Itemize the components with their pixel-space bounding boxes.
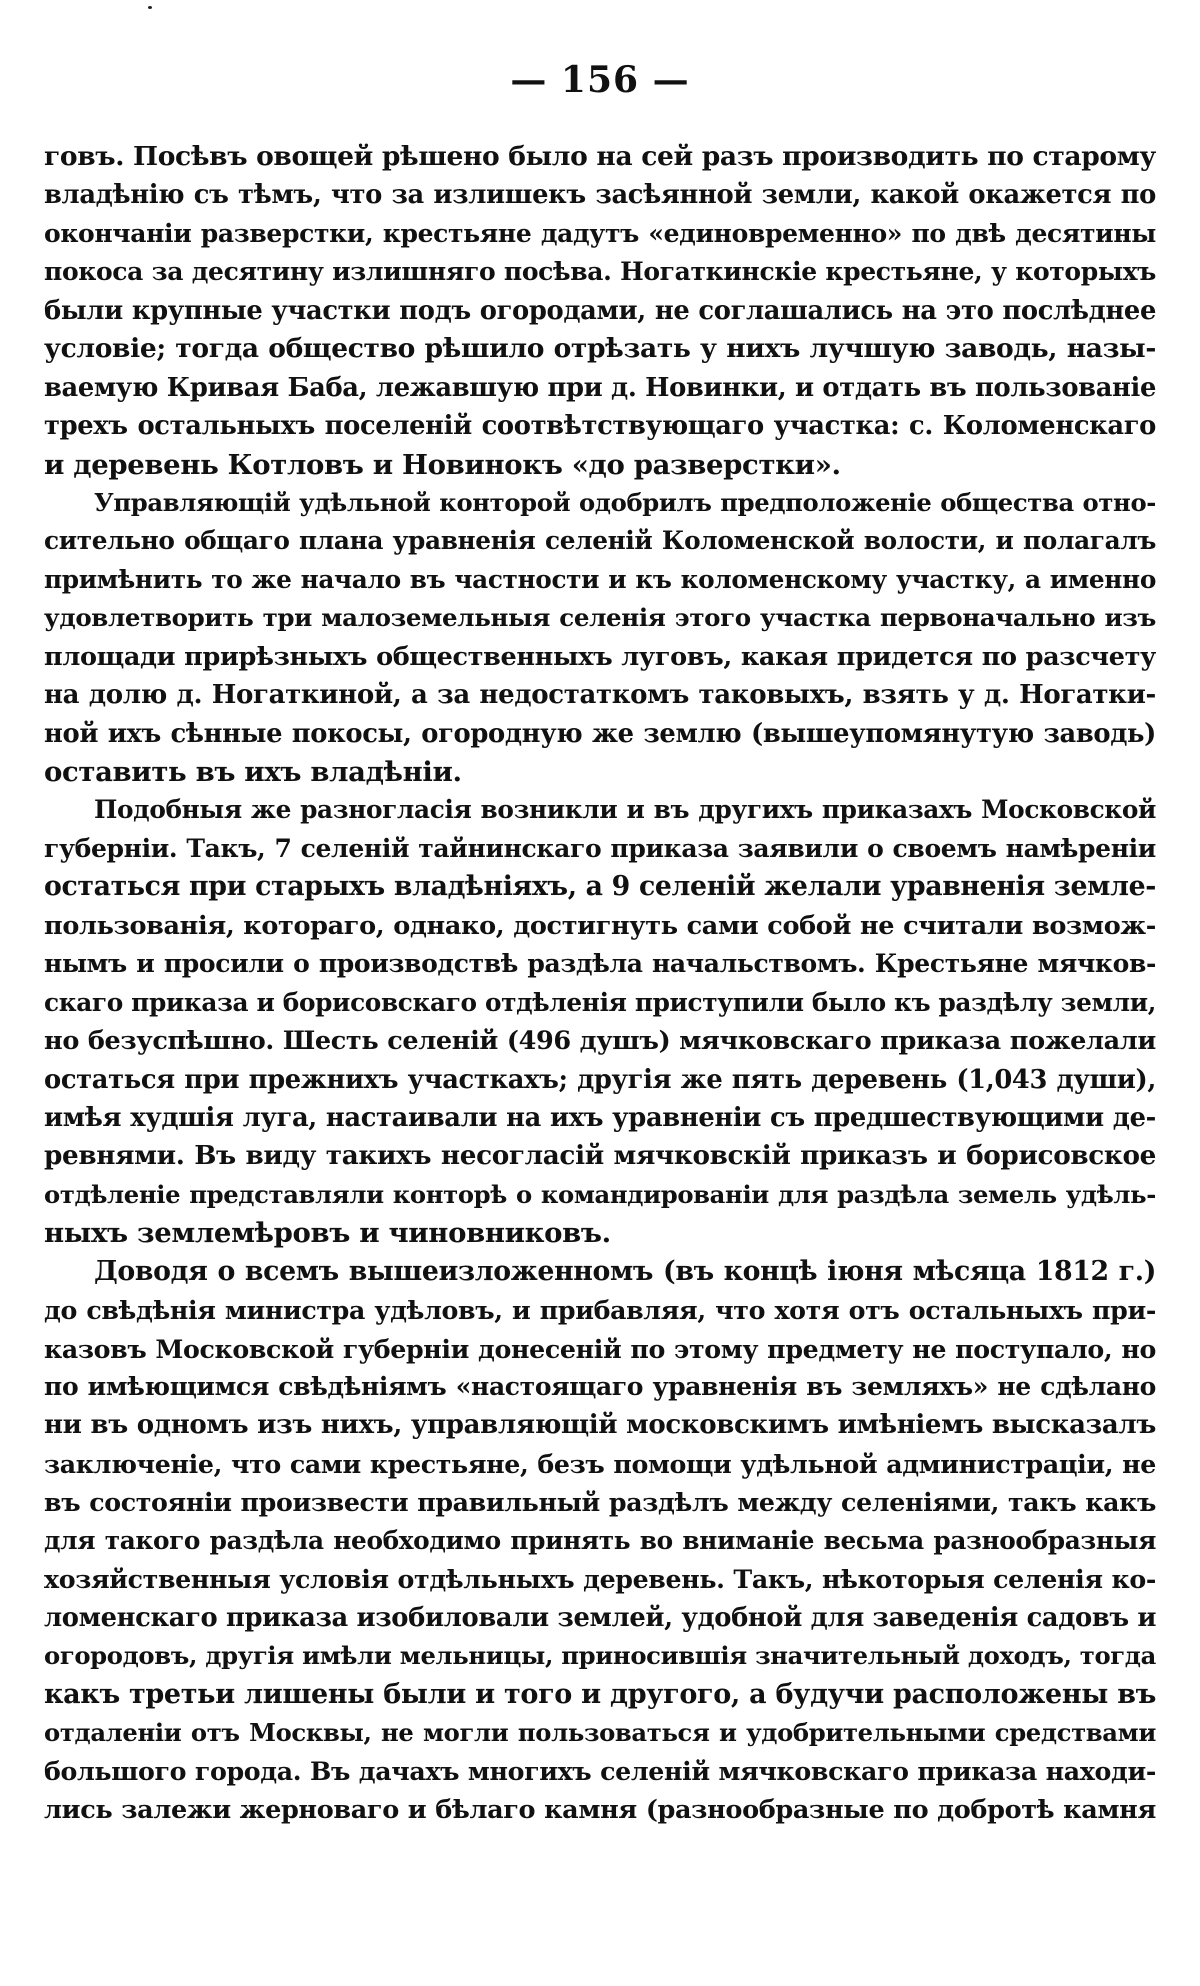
text-line: ревнями. Въ виду такихъ несогласій мячковскій приказъ и борисовское bbox=[44, 1140, 1156, 1172]
text-line: отдѣленіе представляли конторѣ о командированіи для раздѣла земель удѣль- bbox=[44, 1179, 1156, 1209]
text-line: оставить въ ихъ владѣніи. bbox=[44, 756, 462, 788]
text-line: лись залежи жерноваго и бѣлаго камня (разнообразные по добротѣ камня bbox=[44, 1794, 1156, 1825]
text-line: остаться при прежнихъ участкахъ; другія же пять деревень (1,043 души), bbox=[44, 1064, 1156, 1095]
text-line: для такого раздѣла необходимо принять во вниманіе весьма разнообразныя bbox=[44, 1525, 1156, 1555]
text-line: были крупные участки подъ огородами, не соглашались на это послѣднее bbox=[44, 295, 1156, 326]
paragraph-1 bbox=[44, 138, 1156, 484]
text-line: Доводя о всемъ вышеизложенномъ (въ концѣ іюня мѣсяца 1812 г.) bbox=[94, 1255, 1156, 1287]
text-line: пользованія, котораго, однако, достигнуть сами собой не считали возмож- bbox=[44, 910, 1156, 941]
text-line: ныхъ землемѣровъ и чиновниковъ. bbox=[44, 1217, 611, 1250]
paragraph-4 bbox=[44, 1253, 1156, 1830]
body-text bbox=[44, 138, 1156, 1829]
text-line: и деревень Котловъ и Новинокъ «до разверстки». bbox=[44, 448, 841, 481]
text-line: трехъ остальныхъ поселеній соотвѣтствующаго участка: с. Коломенскаго bbox=[44, 411, 1156, 442]
text-line: владѣнію съ тѣмъ, что за излишекъ засѣянной земли, какой окажется по bbox=[44, 180, 1156, 211]
text-line: остаться при старыхъ владѣніяхъ, а 9 селеній желали уравненія земле- bbox=[44, 871, 1156, 903]
text-line: ни въ одномъ изъ нихъ, управляющій московскимъ имѣніемъ высказалъ bbox=[44, 1410, 1156, 1441]
text-line: примѣнить то же начало въ частности и къ коломенскому участку, а именно bbox=[44, 564, 1156, 594]
text-line: казовъ Московской губерніи донесеній по этому предмету не поступало, но bbox=[44, 1333, 1156, 1364]
text-line: какъ третьи лишены были и того и другого, а будучи расположены въ bbox=[44, 1678, 1156, 1710]
text-line: ломенскаго приказа изобиловали землей, удобной для заведенія садовъ и bbox=[44, 1602, 1156, 1633]
text-line: площади прирѣзныхъ общественныхъ луговъ, какая придется по разсчету bbox=[44, 641, 1156, 672]
text-line: огородовъ, другія имѣли мельницы, приносившія значительный доходъ, тогда bbox=[44, 1641, 1156, 1671]
print-speck bbox=[148, 6, 152, 9]
page-number: — 156 — bbox=[510, 59, 690, 101]
text-line: удовлетворить три малоземельныя селенія этого участка первоначально изъ bbox=[44, 603, 1156, 633]
text-line: но безуспѣшно. Шесть селеній (496 душъ) мячковскаго приказа пожелали bbox=[44, 1026, 1156, 1057]
text-line: ваемую Кривая Баба, лежавшую при д. Новинки, и отдать въ пользованіе bbox=[44, 372, 1156, 403]
text-line: условіе; тогда общество рѣшило отрѣзать у нихъ лучшую заводь, назы- bbox=[44, 333, 1156, 365]
text-line: окончаніи разверстки, крестьяне дадутъ «единовременно» по двѣ десятины bbox=[44, 218, 1156, 248]
text-line: по имѣющимся свѣдѣніямъ «настоящаго уравненія въ земляхъ» не сдѣлано bbox=[44, 1372, 1156, 1401]
text-line: Управляющій удѣльной конторой одобрилъ предположеніе общества отно- bbox=[94, 487, 1156, 517]
text-line: Подобныя же разногласія возникли и въ другихъ приказахъ Московской bbox=[94, 795, 1156, 825]
text-line: отдаленіи отъ Москвы, не могли пользоваться и удобрительными средствами bbox=[44, 1717, 1156, 1747]
text-line: на долю д. Ногаткиной, а за недостаткомъ таковыхъ, взять у д. Ногатки- bbox=[44, 680, 1156, 711]
text-line: скаго приказа и борисовскаго отдѣленія приступили было къ раздѣлу земли, bbox=[44, 987, 1156, 1017]
paragraph-2 bbox=[44, 484, 1156, 792]
text-line: сительно общаго плана уравненія селеній Коломенской волости, и полагалъ bbox=[44, 526, 1156, 556]
paragraph-3 bbox=[44, 791, 1156, 1252]
text-line: до свѣдѣнія министра удѣловъ, и прибавляя, что хотя отъ остальныхъ при- bbox=[44, 1295, 1156, 1326]
text-line: ной ихъ сѣнные покосы, огородную же землю (вышеупомянутую заводь) bbox=[44, 718, 1156, 749]
text-line: имѣя худшія луга, настаивали на ихъ уравненіи съ предшествующими де- bbox=[44, 1102, 1156, 1133]
text-line: говъ. Посѣвъ овощей рѣшено было на сей разъ производить по старому bbox=[44, 141, 1156, 172]
text-line: большого города. Въ дачахъ многихъ селеній мячковскаго приказа находи- bbox=[44, 1756, 1156, 1787]
text-line: хозяйственныя условія отдѣльныхъ деревень. Такъ, нѣкоторыя селенія ко- bbox=[44, 1564, 1156, 1595]
text-line: нымъ и просили о производствѣ раздѣла начальствомъ. Крестьяне мячков- bbox=[44, 949, 1156, 979]
text-line: губерніи. Такъ, 7 селеній тайнинскаго приказа заявили о своемъ намѣреніи bbox=[44, 833, 1156, 863]
text-line: въ состояніи произвести правильный раздѣлъ между селеніями, такъ какъ bbox=[44, 1487, 1156, 1518]
text-line: покоса за десятину излишняго посѣва. Ногаткинскіе крестьяне, у которыхъ bbox=[44, 257, 1156, 287]
text-line: заключеніе, что сами крестьяне, безъ помощи удѣльной администраціи, не bbox=[44, 1448, 1156, 1479]
